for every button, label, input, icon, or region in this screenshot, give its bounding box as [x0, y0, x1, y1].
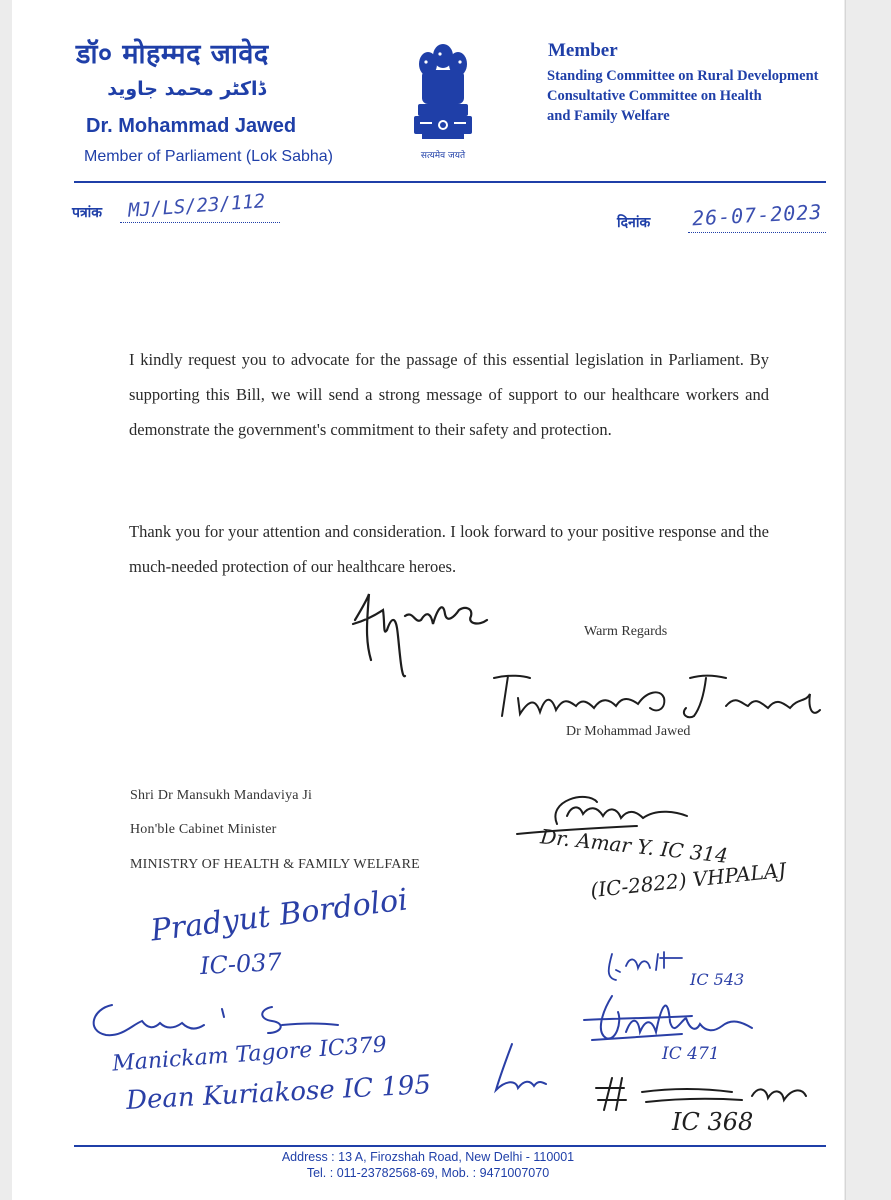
hindi-name: डॉ० मोहम्मद जावेद [76, 39, 269, 70]
handwritten-ic-314: Dr. Amar Y. IC 314 [539, 824, 730, 868]
committee-line-3: and Family Welfare [547, 108, 670, 124]
letter-page [12, 0, 844, 1200]
warm-regards: Warm Regards [584, 624, 668, 639]
date-dotted-line [688, 232, 826, 233]
urdu-name: ڈاکٹر محمد جاوید [107, 78, 266, 100]
handwritten-signature-ic195 [482, 1040, 552, 1100]
committee-line-1: Standing Committee on Rural Development [547, 68, 819, 84]
handwritten-signature-ic471 [582, 992, 782, 1048]
footer-divider [74, 1145, 826, 1147]
handwritten-signature-1 [347, 580, 507, 680]
national-emblem-icon [408, 34, 478, 164]
handwritten-ic-195: Dean Kuriakose IC 195 [125, 1070, 432, 1116]
addressee-title: Hon'ble Cabinet Minister [130, 822, 277, 837]
member-label: Member [548, 40, 618, 61]
header-divider [74, 181, 826, 183]
handwritten-ic-037: IC-037 [199, 947, 283, 981]
ref-number: MJ/LS/23/112 [127, 190, 266, 222]
letter-date: 26-07-2023 [691, 199, 823, 231]
signer-name: Dr Mohammad Jawed [566, 724, 691, 739]
date-label: दिनांक [617, 215, 651, 231]
body-paragraph-2: Thank you for your attention and consideration. I look forward to your positive response and the much-needed protection of our healthcare heroes. [129, 522, 769, 576]
body-paragraph-1: I kindly request you to advocate for the passage of this essential legislation in Parliament. By supporting this Bill, we will send a strong message of support to our healthcare workers and demonstrate the government's commitment to their safety and protection. [129, 350, 769, 439]
committee-line-2: Consultative Committee on Health [547, 88, 762, 104]
addressee-ministry: MINISTRY OF HEALTH & FAMILY WELFARE [130, 857, 420, 872]
handwritten-pradyut: Pradyut Bordoloi [148, 882, 410, 949]
designation: Member of Parliament (Lok Sabha) [84, 148, 333, 165]
handwritten-ic-471: IC 471 [662, 1044, 720, 1064]
handwritten-signature-2 [490, 668, 830, 724]
handwritten-ic-543: IC 543 [690, 970, 745, 989]
page-right-edge [845, 0, 846, 1200]
footer-phone: Tel. : 011-23782568-69, Mob. : 9471007070 [306, 1166, 550, 1180]
handwritten-ic-368: IC 368 [672, 1108, 754, 1136]
addressee-name: Shri Dr Mansukh Mandaviya Ji [130, 788, 313, 803]
emblem-motto: सत्यमेव जयते [420, 151, 466, 161]
handwritten-ic-379: Manickam Tagore IC379 [111, 1032, 388, 1077]
handwritten-ic-2822: (IC-2822) VHPALAJ [589, 857, 788, 903]
english-name: Dr. Mohammad Jawed [86, 115, 297, 137]
footer-address: Address : 13 A, Firozshah Road, New Delhi - 110001 [281, 1150, 575, 1164]
ref-label: पत्रांक [72, 205, 103, 221]
ref-dotted-line [120, 222, 280, 223]
